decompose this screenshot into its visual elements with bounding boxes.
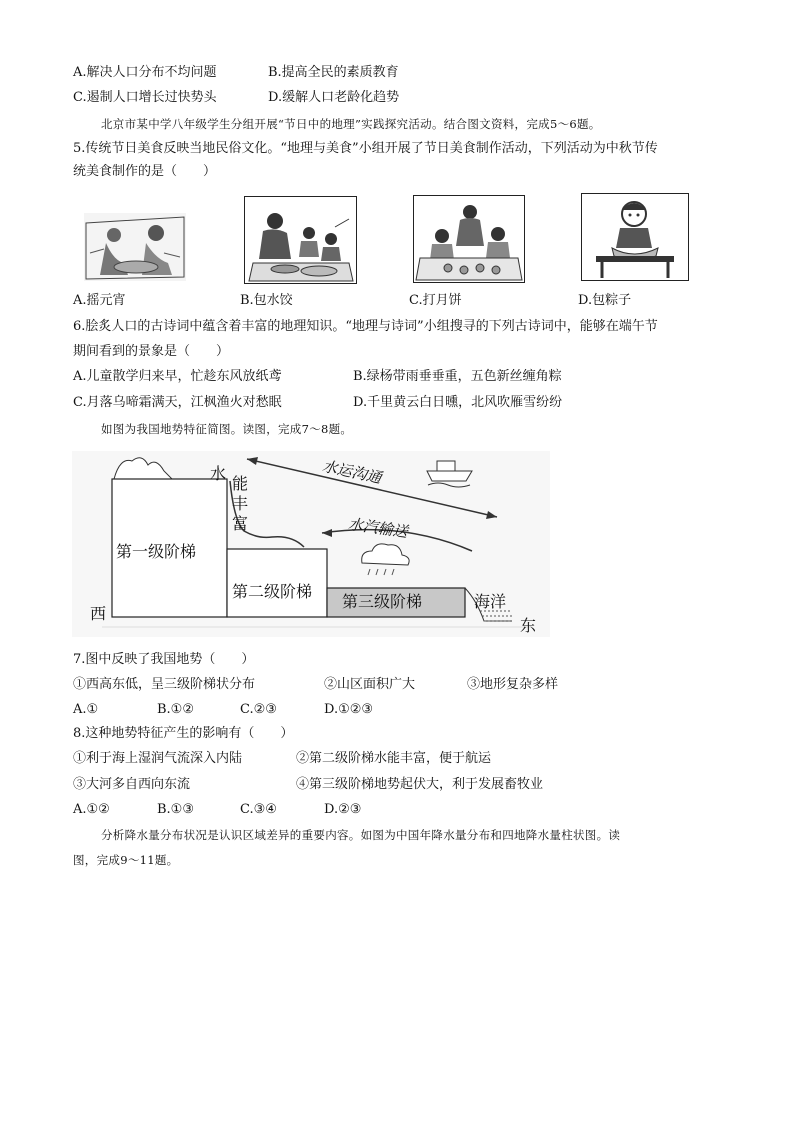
intro-9-11-line1: 分析降水量分布状况是认识区域差异的重要内容。如图为中国年降水量分布和四地降水量柱状图。读 — [101, 828, 621, 842]
terrain-staircase-figure — [72, 451, 550, 637]
q5-option-c: C.打月饼 — [409, 293, 462, 308]
q5-option-d: D.包粽子 — [578, 293, 632, 308]
step1-label: 第一级阶梯 — [116, 542, 197, 561]
q7-statement-1: ①西高东低，呈三级阶梯状分布 — [73, 677, 256, 692]
vapor-label: 水汽输送 — [346, 514, 409, 542]
q8-option-a: A.①② — [73, 802, 110, 817]
picture-zongzi — [581, 193, 689, 281]
water-energy-char-1: 水 — [210, 464, 227, 483]
water-energy-char-4: 富 — [232, 514, 249, 533]
q7-statement-3: ③地形复杂多样 — [467, 677, 559, 692]
east-label: 东 — [520, 616, 537, 635]
q6-option-b: B.绿杨带雨垂垂重，五色新丝缠角粽 — [353, 369, 562, 384]
q6-option-d: D.千里黄云白日曛，北风吹雁雪纷纷 — [353, 395, 563, 410]
ocean-label: 海洋 — [474, 592, 507, 611]
q8-option-c: C.③④ — [240, 802, 277, 817]
q7-stem: 7.图中反映了我国地势（ ） — [73, 652, 255, 667]
intro-7-8: 如图为我国地势特征简图。读图，完成7～8题。 — [101, 422, 353, 436]
q6-option-a: A.儿童散学归来早，忙趁东风放纸鸢 — [73, 369, 282, 384]
q7-option-a: A.① — [73, 702, 99, 717]
q8-statement-2: ②第二级阶梯水能丰富，便于航运 — [296, 751, 492, 766]
picture-dumplings — [244, 196, 357, 284]
q7-option-d: D.①②③ — [324, 702, 374, 717]
q8-statement-1: ①利于海上湿润气流深入内陆 — [73, 751, 243, 766]
shipping-label: 水运沟通 — [320, 456, 384, 488]
q8-option-b: B.①③ — [157, 802, 194, 817]
q4-option-b: B.提高全民的素质教育 — [268, 65, 399, 80]
q8-statement-3: ③大河多自西向东流 — [73, 777, 191, 792]
intro-5-6: 北京市某中学八年级学生分组开展“节日中的地理”实践探究活动。结合图文资料，完成5～6题。 — [101, 117, 601, 131]
picture-mooncake — [413, 195, 525, 283]
q6-option-c: C.月落乌啼霜满天，江枫渔火对愁眠 — [73, 395, 282, 410]
q6-stem-line2: 期间看到的景象是（ ） — [73, 344, 230, 359]
water-energy-char-3: 丰 — [232, 494, 249, 513]
q5-option-b: B.包水饺 — [240, 293, 293, 308]
q8-option-d: D.②③ — [324, 802, 362, 817]
q8-stem: 8.这种地势特征产生的影响有（ ） — [73, 726, 294, 741]
q5-stem-line2: 统美食制作的是（ ） — [73, 164, 217, 179]
q7-statement-2: ②山区面积广大 — [324, 677, 416, 692]
picture-yuanxiao — [84, 213, 186, 281]
q8-statement-4: ④第三级阶梯地势起伏大，利于发展畜牧业 — [296, 777, 544, 792]
q7-option-b: B.①② — [157, 702, 194, 717]
step2-label: 第二级阶梯 — [232, 582, 313, 601]
q4-option-d: D.缓解人口老龄化趋势 — [268, 90, 400, 105]
q4-option-c: C.遏制人口增长过快势头 — [73, 90, 217, 105]
q7-option-c: C.②③ — [240, 702, 277, 717]
west-label: 西 — [90, 604, 107, 623]
water-energy-char-2: 能 — [232, 474, 249, 493]
step3-label: 第三级阶梯 — [342, 592, 423, 611]
intro-9-11-line2: 图，完成9～11题。 — [73, 853, 179, 867]
q5-stem-line1: 5.传统节日美食反映当地民俗文化。“地理与美食”小组开展了节日美食制作活动，下列活动为中秋节传 — [73, 141, 658, 156]
q6-stem-line1: 6.脍炙人口的古诗词中蕴含着丰富的地理知识。“地理与诗词”小组搜寻的下列古诗词中，能够在端午节 — [73, 319, 658, 334]
q5-option-a: A.摇元宵 — [73, 293, 126, 308]
q4-option-a: A.解决人口分布不均问题 — [73, 65, 217, 80]
